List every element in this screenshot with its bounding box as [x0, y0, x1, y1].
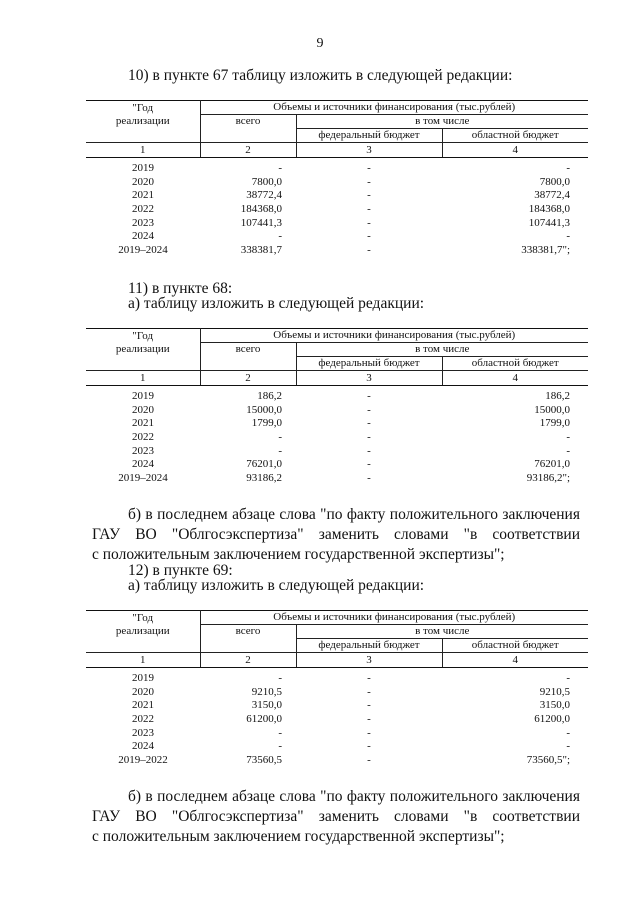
- federal-header: федеральный бюджет: [296, 639, 442, 653]
- year-cell: 2019–2024: [118, 243, 168, 256]
- including-header: в том числе: [296, 625, 588, 639]
- federal-cell: -: [367, 189, 371, 202]
- total-cell: -: [278, 726, 282, 739]
- regional-cell: -: [566, 230, 570, 243]
- year-cell: 2020: [132, 403, 154, 416]
- table-row: [86, 726, 588, 740]
- col-number-2: 2: [200, 371, 296, 386]
- item12-sub-a: а) таблицу изложить в следующей редакции:: [128, 577, 425, 594]
- federal-header: федеральный бюджет: [296, 129, 442, 143]
- federal-cell: -: [367, 403, 371, 416]
- col-number-2: 2: [200, 143, 296, 158]
- year-header: "Год реализации: [86, 611, 200, 653]
- year-cell: 2021: [132, 417, 154, 430]
- table-row: [86, 458, 588, 472]
- regional-cell: 76201,0: [534, 458, 570, 471]
- federal-cell: -: [367, 458, 371, 471]
- regional-header: областной бюджет: [442, 639, 588, 653]
- item11-sub-a: а) таблицу изложить в следующей редакции:: [128, 295, 425, 312]
- total-cell: 3150,0: [251, 699, 282, 712]
- regional-header: областной бюджет: [442, 129, 588, 143]
- total-cell: -: [278, 162, 282, 175]
- year-cell: 2020: [132, 685, 154, 698]
- regional-cell: 107441,3: [528, 216, 570, 229]
- regional-cell: 61200,0: [534, 713, 570, 726]
- total-cell: 7800,0: [251, 175, 282, 188]
- total-cell: 38772,4: [246, 189, 282, 202]
- total-cell: 1799,0: [251, 417, 282, 430]
- regional-cell: -: [566, 444, 570, 457]
- regional-cell: 38772,4: [534, 189, 570, 202]
- table-row: [86, 176, 588, 190]
- regional-cell: 338381,7";: [521, 243, 570, 256]
- federal-cell: -: [367, 699, 371, 712]
- regional-cell: 7800,0: [539, 175, 570, 188]
- funding-header: Объемы и источники финансирования (тыс.рублей): [200, 611, 588, 625]
- federal-cell: -: [367, 726, 371, 739]
- total-cell: -: [278, 444, 282, 457]
- table-row: [86, 740, 588, 754]
- col-number-1: 1: [86, 143, 200, 158]
- total-cell: 15000,0: [246, 403, 282, 416]
- year-cell: 2020: [132, 175, 154, 188]
- total-cell: 73560,5: [246, 753, 282, 766]
- funding-header: Объемы и источники финансирования (тыс.рублей): [200, 329, 588, 343]
- year-cell: 2022: [132, 713, 154, 726]
- regional-cell: 9210,5: [539, 685, 570, 698]
- year-header: "Год реализации: [86, 101, 200, 143]
- regional-cell: -: [566, 726, 570, 739]
- table-row: [86, 431, 588, 445]
- federal-cell: -: [367, 203, 371, 216]
- federal-cell: -: [367, 713, 371, 726]
- col-number-3: 3: [296, 371, 442, 386]
- regional-cell: 15000,0: [534, 403, 570, 416]
- col-number-2: 2: [200, 653, 296, 668]
- total-cell: 184368,0: [240, 203, 282, 216]
- federal-cell: -: [367, 243, 371, 256]
- col-number-4: 4: [442, 371, 588, 386]
- year-cell: 2019: [132, 162, 154, 175]
- federal-cell: -: [367, 175, 371, 188]
- including-header: в том числе: [296, 343, 588, 357]
- col-number-1: 1: [86, 371, 200, 386]
- total-header: всего: [200, 343, 296, 371]
- regional-header: областной бюджет: [442, 357, 588, 371]
- table-row: [86, 754, 588, 768]
- col-number-3: 3: [296, 653, 442, 668]
- year-cell: 2022: [132, 431, 154, 444]
- funding-table-3: [86, 610, 588, 767]
- item10-intro: 10) в пункте 67 таблицу изложить в следующей редакции:: [128, 67, 513, 84]
- federal-cell: -: [367, 444, 371, 457]
- total-cell: 338381,7: [240, 243, 282, 256]
- total-cell: 186,2: [257, 390, 282, 403]
- table-row: [86, 668, 588, 686]
- total-cell: 9210,5: [251, 685, 282, 698]
- federal-cell: -: [367, 672, 371, 685]
- year-cell: 2023: [132, 726, 154, 739]
- regional-cell: -: [566, 162, 570, 175]
- federal-cell: -: [367, 431, 371, 444]
- regional-cell: 1799,0: [539, 417, 570, 430]
- table-row: [86, 404, 588, 418]
- total-header: всего: [200, 625, 296, 653]
- total-cell: -: [278, 672, 282, 685]
- table-row: [86, 244, 588, 258]
- federal-cell: -: [367, 471, 371, 484]
- col-number-1: 1: [86, 653, 200, 668]
- funding-table-1: [86, 100, 588, 257]
- funding-table-2: [86, 328, 588, 485]
- federal-cell: -: [367, 390, 371, 403]
- col-number-4: 4: [442, 653, 588, 668]
- table-row: [86, 444, 588, 458]
- federal-cell: -: [367, 417, 371, 430]
- col-number-3: 3: [296, 143, 442, 158]
- table-row: [86, 216, 588, 230]
- item11-heading: 11) в пункте 68:: [128, 280, 233, 297]
- federal-cell: -: [367, 216, 371, 229]
- funding-header: Объемы и источники финансирования (тыс.рублей): [200, 101, 588, 115]
- total-cell: -: [278, 740, 282, 753]
- federal-cell: -: [367, 685, 371, 698]
- table-row: [86, 189, 588, 203]
- table-row: [86, 686, 588, 700]
- total-cell: 76201,0: [246, 458, 282, 471]
- table-row: [86, 158, 588, 176]
- year-cell: 2024: [132, 458, 154, 471]
- regional-cell: -: [566, 672, 570, 685]
- regional-cell: -: [566, 740, 570, 753]
- table-row: [86, 230, 588, 244]
- year-header: "Год реализации: [86, 329, 200, 371]
- year-cell: 2021: [132, 189, 154, 202]
- federal-header: федеральный бюджет: [296, 357, 442, 371]
- item12-sub-b-line1: б) в последнем абзаце слова "по факту положительного заключения: [128, 788, 580, 805]
- table-row: [86, 472, 588, 486]
- total-cell: 93186,2: [246, 471, 282, 484]
- including-header: в том числе: [296, 115, 588, 129]
- total-header: всего: [200, 115, 296, 143]
- total-cell: 61200,0: [246, 713, 282, 726]
- federal-cell: -: [367, 740, 371, 753]
- item11-sub-b-line1: б) в последнем абзаце слова "по факту положительного заключения: [128, 506, 580, 523]
- item12-sub-b-line3: с положительным заключением государственной экспертизы";: [92, 828, 505, 845]
- year-cell: 2019–2022: [118, 753, 168, 766]
- regional-cell: 3150,0: [539, 699, 570, 712]
- table-row: [86, 386, 588, 404]
- year-cell: 2024: [132, 740, 154, 753]
- year-cell: 2019: [132, 672, 154, 685]
- item11-sub-b-line2: ГАУ ВО "Облгосэкспертиза" заменить словами "в соответствии: [92, 526, 580, 543]
- table-row: [86, 417, 588, 431]
- regional-cell: -: [566, 431, 570, 444]
- year-cell: 2021: [132, 699, 154, 712]
- item11-sub-b-line3: с положительным заключением государственной экспертизы";: [92, 546, 505, 563]
- table-row: [86, 713, 588, 727]
- col-number-4: 4: [442, 143, 588, 158]
- regional-cell: 184368,0: [528, 203, 570, 216]
- year-cell: 2019: [132, 390, 154, 403]
- year-cell: 2019–2024: [118, 471, 168, 484]
- year-cell: 2023: [132, 216, 154, 229]
- table-row: [86, 699, 588, 713]
- table-row: [86, 203, 588, 217]
- federal-cell: -: [367, 230, 371, 243]
- federal-cell: -: [367, 162, 371, 175]
- regional-cell: 93186,2";: [526, 471, 570, 484]
- total-cell: 107441,3: [240, 216, 282, 229]
- year-cell: 2022: [132, 203, 154, 216]
- item12-heading: 12) в пункте 69:: [128, 562, 233, 579]
- regional-cell: 186,2: [545, 390, 570, 403]
- total-cell: -: [278, 431, 282, 444]
- page-number: 9: [316, 36, 324, 51]
- year-cell: 2023: [132, 444, 154, 457]
- total-cell: -: [278, 230, 282, 243]
- regional-cell: 73560,5";: [526, 753, 570, 766]
- item12-sub-b-line2: ГАУ ВО "Облгосэкспертиза" заменить словами "в соответствии: [92, 808, 580, 825]
- federal-cell: -: [367, 753, 371, 766]
- year-cell: 2024: [132, 230, 154, 243]
